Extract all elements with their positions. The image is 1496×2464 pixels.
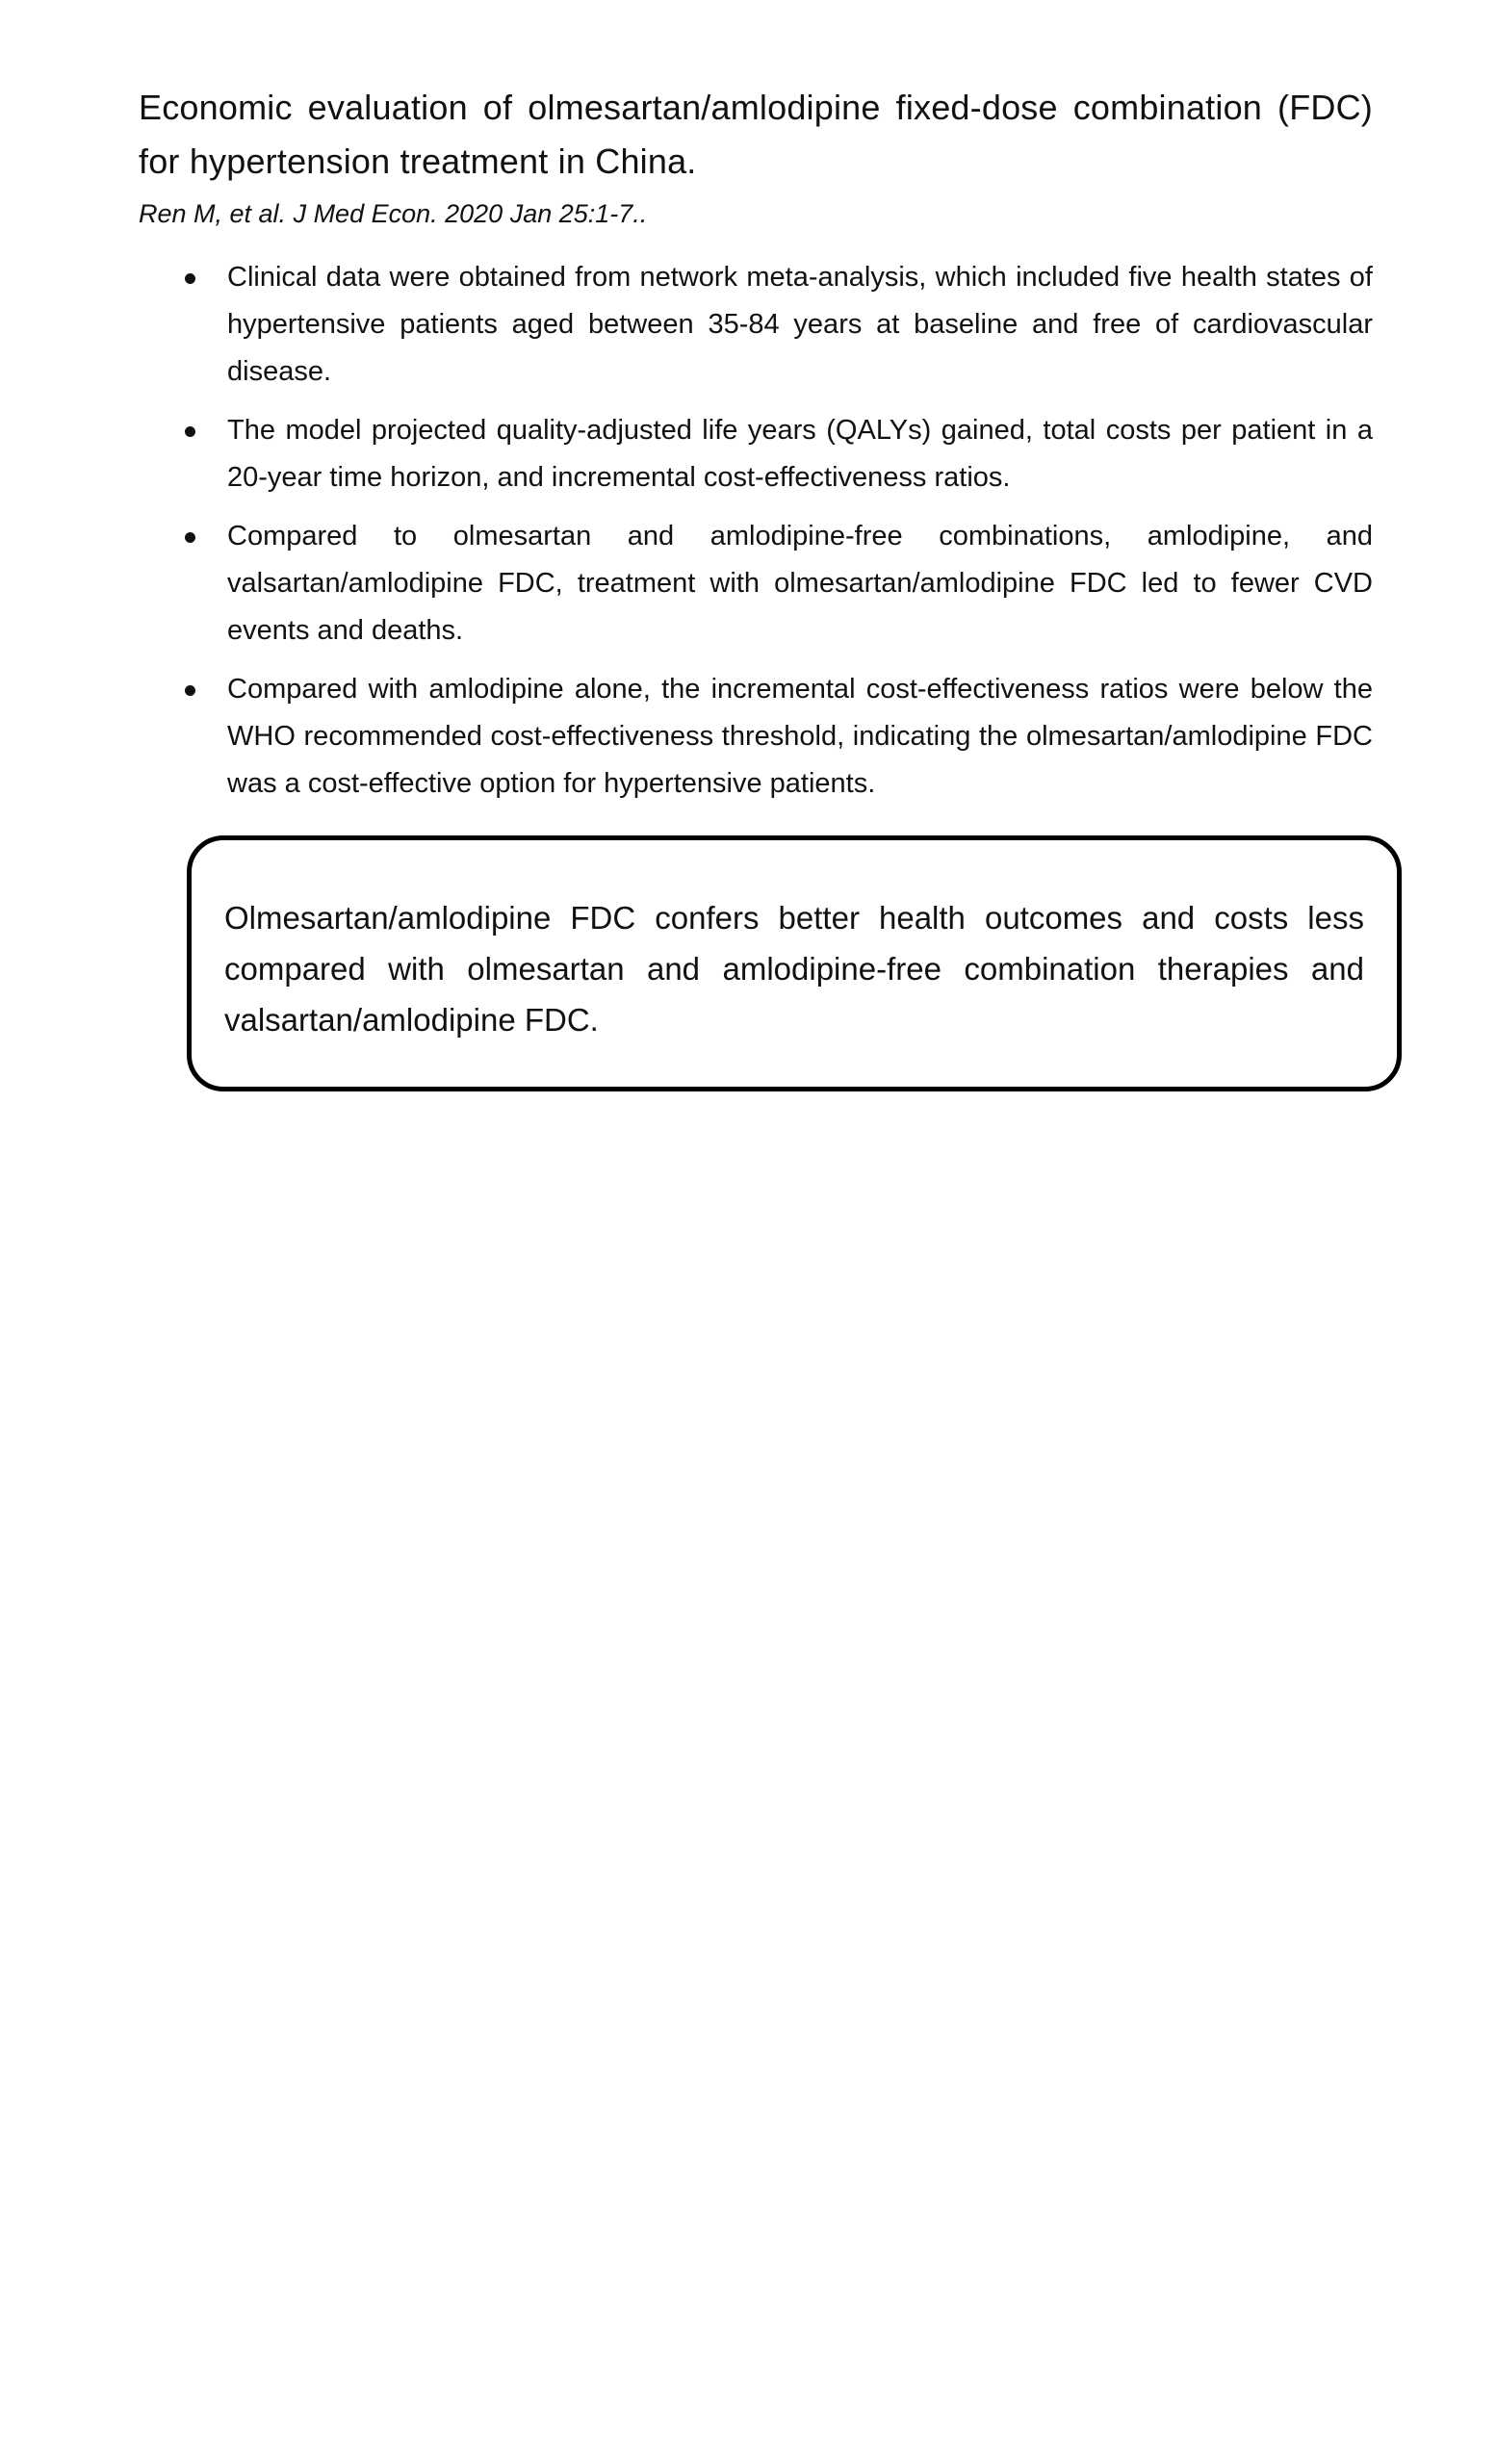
summary-box (187, 835, 1402, 1091)
bullet-text: Compared with amlodipine alone, the incremental cost-effectiveness ratios were below the WHO recommended cost-effectiveness threshold, indicating the olmesartan/amlodipine FDC was a cost-effective option for hypertensive patients. (227, 674, 1373, 799)
bullet-icon (185, 426, 195, 437)
bullet-icon (185, 532, 195, 543)
bullet-text: Compared to olmesartan and amlodipine-free combinations, amlodipine, and valsartan/amlodipine FDC, treatment with olmesartan/amlodipine FDC led to fewer CVD events and deaths. (227, 521, 1373, 646)
list-item (139, 407, 1373, 501)
bullet-icon (185, 273, 195, 284)
summary-text: Olmesartan/amlodipine FDC confers better health outcomes and costs less compared with olmesartan and amlodipine-free combination therapies and valsartan/amlodipine FDC. (224, 900, 1364, 1038)
bullet-icon (185, 685, 195, 696)
list-item (139, 254, 1373, 396)
list-item (139, 513, 1373, 654)
article-title: Economic evaluation of olmesartan/amlodipine fixed-dose combination (FDC) for hypertension treatment in China. (139, 88, 1373, 181)
bullet-text: The model projected quality-adjusted life years (QALYs) gained, total costs per patient in a 20-year time horizon, and incremental cost-effectiveness ratios. (227, 415, 1373, 493)
bullet-text: Clinical data were obtained from network meta-analysis, which included five health states of hypertensive patients aged between 35-84 years at baseline and free of cardiovascular disease. (227, 262, 1373, 387)
article-citation: Ren M, et al. J Med Econ. 2020 Jan 25:1-7.. (139, 199, 648, 228)
list-item (139, 666, 1373, 808)
key-findings-list (139, 254, 1373, 819)
